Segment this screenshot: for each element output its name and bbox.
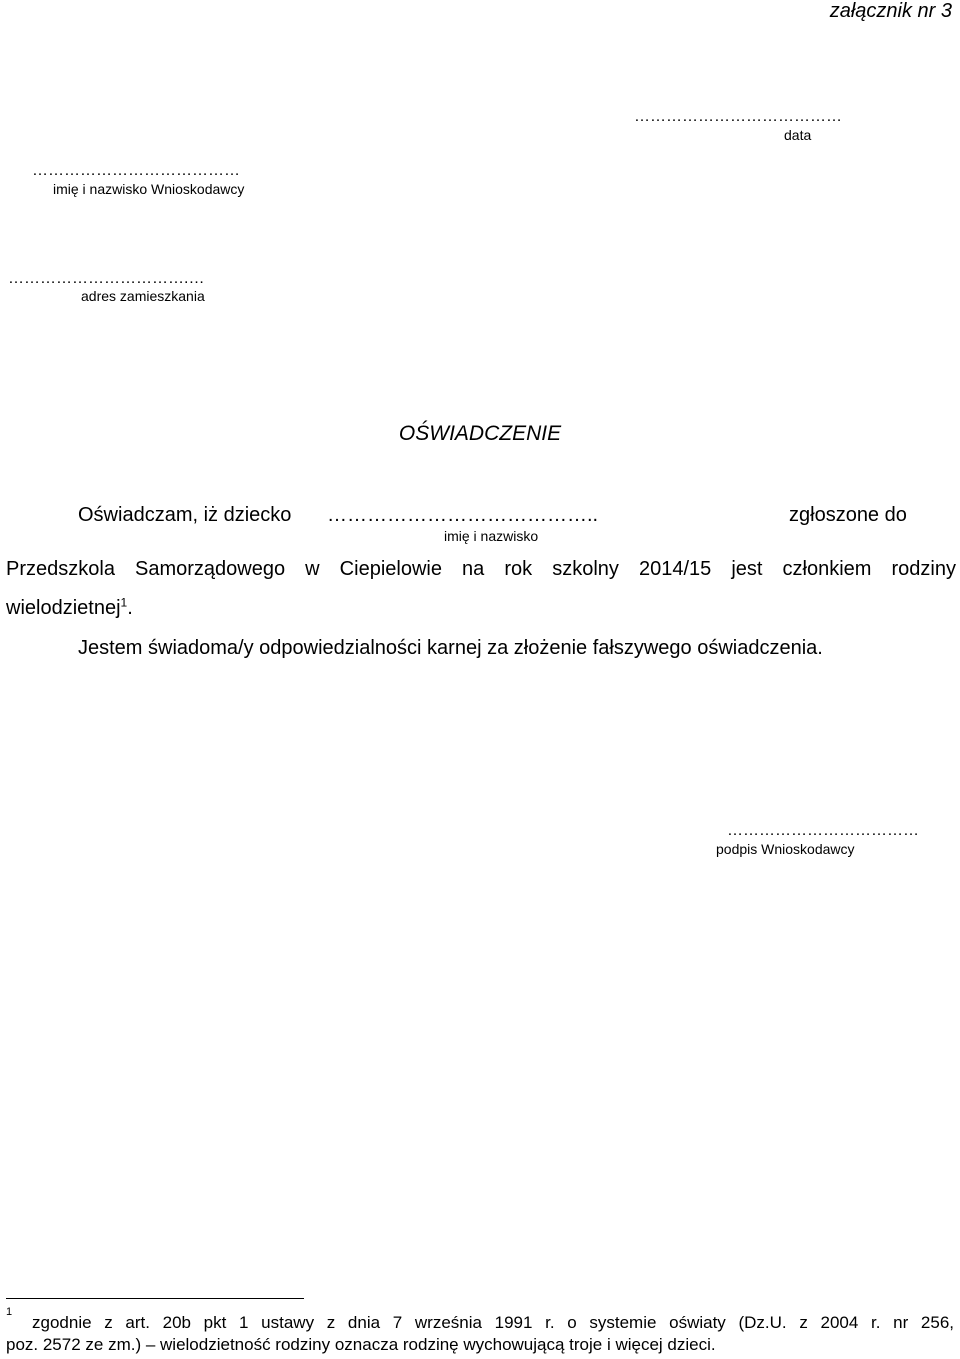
date-dots[interactable]: …………………………………	[634, 108, 842, 125]
address-label: adres zamieszkania	[81, 288, 205, 304]
footnote-separator	[6, 1298, 304, 1299]
applicant-name-dots[interactable]: …………………………………	[32, 162, 240, 179]
statement-line3	[6, 597, 133, 620]
applicant-name-label: imię i nazwisko Wnioskodawcy	[53, 181, 245, 197]
signature-label: podpis Wnioskodawcy	[716, 841, 855, 857]
footnote-reference: 1	[120, 595, 128, 610]
date-label: data	[784, 127, 812, 143]
child-name-label: imię i nazwisko	[444, 528, 539, 544]
responsibility-statement: Jestem świadoma/y odpowiedzialności karnej za złożenie fałszywego oświadczenia.	[78, 637, 823, 659]
statement-line1-end: zgłoszone do	[789, 504, 907, 526]
child-name-dots[interactable]: …………………………………..	[327, 504, 599, 526]
statement-line3-end: .	[127, 597, 133, 619]
footnote-number: 1	[6, 1306, 13, 1318]
document-title: OŚWIADCZENIE	[398, 422, 562, 445]
footnote-line1: zgodnie z art. 20b pkt 1 ustawy z dnia 7 września 1991 r. o systemie oświaty (Dz.U. z 2004 r. nr 256,	[32, 1313, 954, 1332]
footnote-line2: poz. 2572 ze zm.) – wielodzietność rodziny oznacza rodzinę wychowującą troje i więcej dzieci.	[6, 1335, 716, 1354]
address-dots[interactable]: …………………………….…	[8, 270, 205, 287]
statement-line1-start: Oświadczam, iż dziecko	[78, 504, 292, 526]
signature-dots[interactable]: ………………………………	[727, 822, 919, 839]
statement-line2: Przedszkola Samorządowego w Ciepielowie na rok szkolny 2014/15 jest członkiem rodziny	[6, 558, 956, 580]
statement-line3-text: wielodzietnej	[6, 597, 121, 619]
annex-label: załącznik nr 3	[829, 0, 952, 22]
